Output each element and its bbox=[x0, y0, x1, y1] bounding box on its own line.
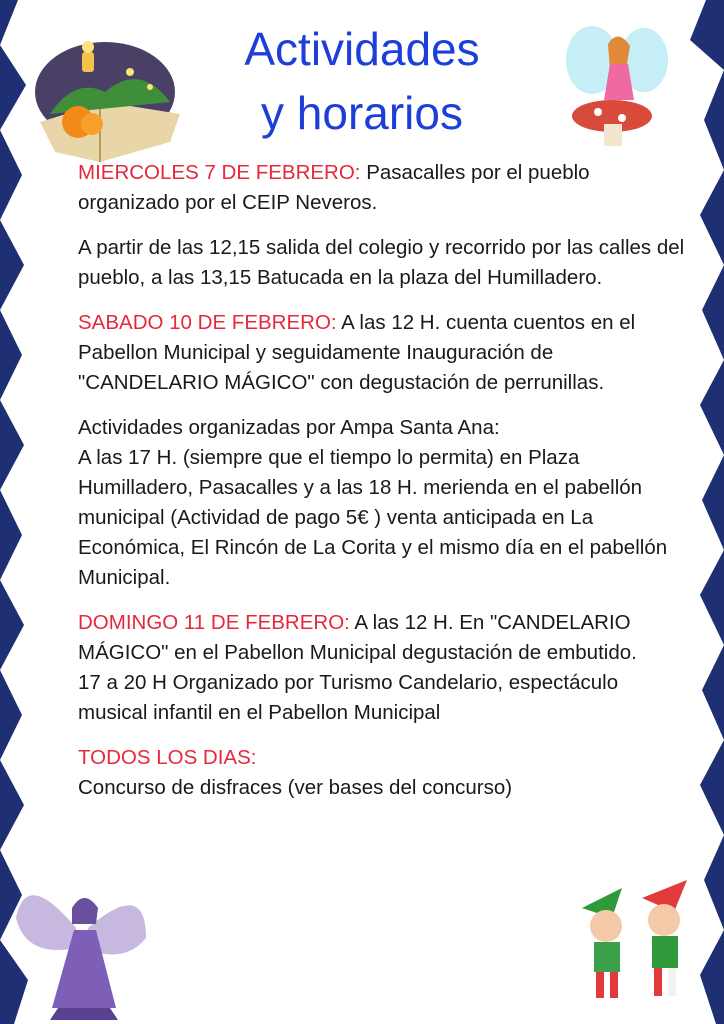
domingo-text: A las 12 H. En "CANDELARIO MÁGICO" en el Pabellon Municipal degustación de embutido. bbox=[78, 611, 637, 664]
todos-heading: TODOS LOS DIAS: bbox=[78, 746, 257, 769]
sabado-heading: SABADO 10 DE FEBRERO: bbox=[78, 311, 337, 334]
ampa-intro: Actividades organizadas por Ampa Santa Ana: bbox=[78, 416, 500, 439]
miercoles-text: Pasacalles por el pueblo organizado por el CEIP Neveros. bbox=[78, 161, 590, 214]
activities-list bbox=[78, 158, 690, 818]
domingo-heading: DOMINGO 11 DE FEBRERO: bbox=[78, 611, 350, 634]
sabado-section bbox=[78, 308, 690, 398]
miercoles-section bbox=[78, 158, 690, 218]
ampa-section bbox=[78, 413, 690, 593]
elves-illustration bbox=[562, 868, 712, 1008]
sabado-text: A las 12 H. cuenta cuentos en el Pabellon Municipal y seguidamente Inauguración de "CANDELARIO MÁGICO" con degustación de perrunillas. bbox=[78, 311, 636, 394]
domingo-section bbox=[78, 608, 690, 728]
purple-fairy-illustration bbox=[6, 868, 156, 1024]
domingo-text-2: 17 a 20 H Organizado por Turismo Candelario, espectáculo musical infantil en el Pabellon Municipal bbox=[78, 671, 619, 724]
page-title-line-2: y horarios bbox=[261, 87, 463, 139]
page-title-line-1: Actividades bbox=[244, 23, 480, 75]
miercoles-heading: MIERCOLES 7 DE FEBRERO: bbox=[78, 161, 361, 184]
miercoles-detail: A partir de las 12,15 salida del colegio y recorrido por las calles del pueblo, a las 13,15 Batucada en la plaza del Humilladero. bbox=[78, 236, 685, 289]
ampa-text: A las 17 H. (siempre que el tiempo lo permita) en Plaza Humilladero, Pasacalles y a las 18 H. merienda en el pabellón municipal (Actividad de pago 5€ ) venta anticipada en La Económica, El Rincón de La Corita y el mismo día en el pabellón Municipal. bbox=[78, 446, 668, 589]
todos-section bbox=[78, 743, 690, 803]
todos-text: Concurso de disfraces (ver bases del concurso) bbox=[78, 776, 513, 799]
